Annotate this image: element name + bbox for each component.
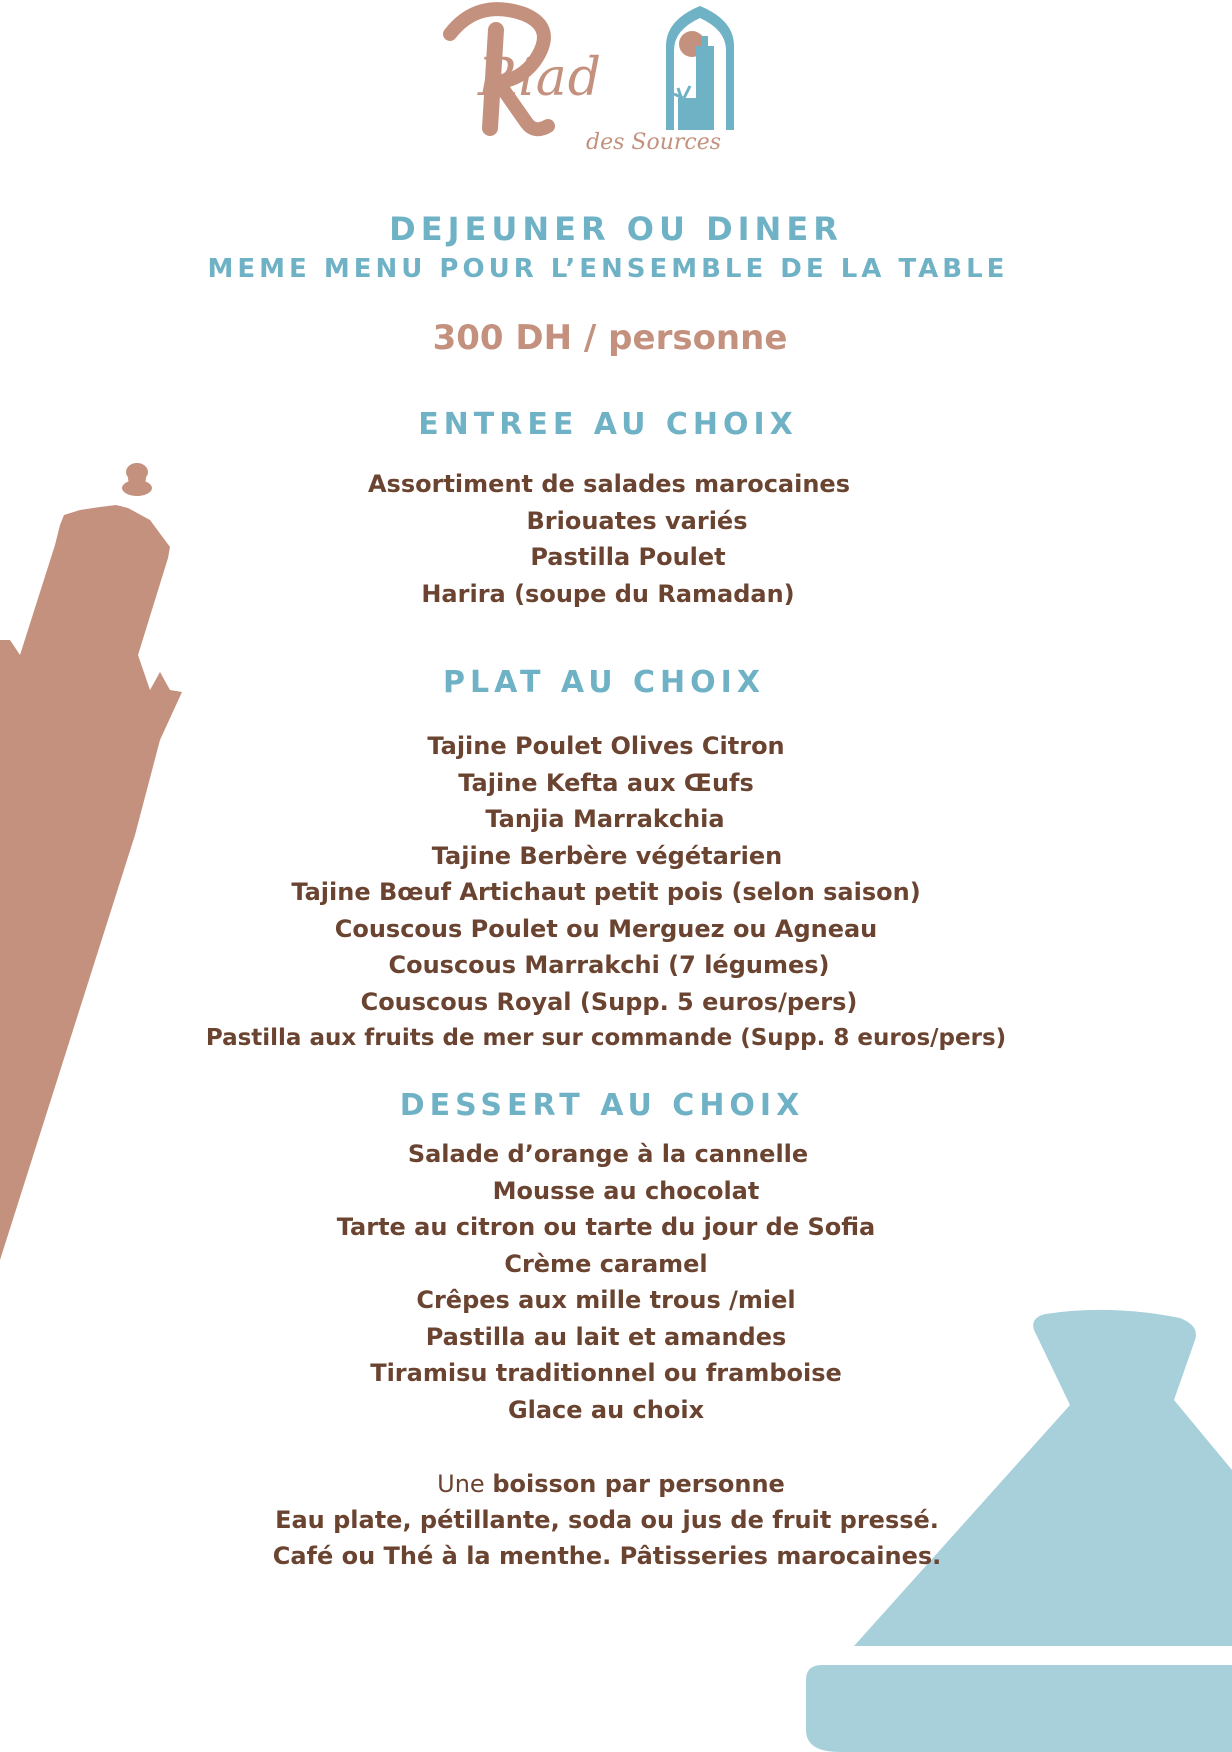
list-item: Mousse au chocolat (492, 1176, 760, 1205)
price: 300 DH / personne (432, 318, 788, 358)
drinks-line-2: Eau plate, pétillante, soda ou jus de fruit pressé. (275, 1506, 939, 1534)
list-item: Briouates variés (526, 506, 748, 535)
drinks-intro-text: Une (437, 1470, 485, 1498)
list-item: Assortiment de salades marocaines (367, 470, 850, 498)
list-item: Crème caramel (504, 1249, 708, 1278)
list-item: Pastilla au lait et amandes (425, 1322, 787, 1351)
list-item: Crêpes aux mille trous /miel (416, 1286, 796, 1314)
list-item: Tajine Bœuf Artichaut petit pois (selon saison) (291, 878, 921, 906)
list-item: Glace au choix (507, 1395, 705, 1424)
drinks-info (0, 1466, 1232, 1574)
list-item: Couscous Marrakchi (7 légumes) (388, 951, 830, 979)
brand-logo (438, 0, 748, 165)
plat-list (0, 728, 1232, 1057)
list-item: Tanjia Marrakchia (485, 805, 725, 833)
entree-list (0, 466, 1232, 612)
brand-subname: des Sources (586, 130, 722, 155)
list-item: Tarte au citron ou tarte du jour de Sofia (336, 1213, 876, 1241)
section-title-entree: ENTREE AU CHOIX (418, 407, 798, 442)
drinks-intro-bold: boisson par personne (492, 1470, 785, 1498)
list-item: Harira (soupe du Ramadan) (421, 579, 795, 608)
menu-title: DEJEUNER OU DINER (389, 210, 843, 248)
menu-subtitle: MEME MENU POUR L’ENSEMBLE DE LA TABLE (207, 254, 1009, 284)
arch-palm-logo-icon (660, 2, 740, 132)
section-title-dessert: DESSERT AU CHOIX (399, 1088, 805, 1123)
drinks-intro (0, 1466, 1232, 1502)
list-item: Couscous Poulet ou Merguez ou Agneau (334, 914, 878, 943)
drinks-line-3: Café ou Thé à la menthe. Pâtisseries marocaines. (272, 1542, 942, 1570)
list-item: Pastilla aux fruits de mer sur commande (Supp. 8 euros/pers) (205, 1025, 1007, 1051)
list-item: Tajine Kefta aux Œufs (458, 768, 754, 797)
list-item: Tiramisu traditionnel ou framboise (370, 1359, 842, 1387)
dessert-list (0, 1136, 1232, 1428)
section-title-plat: PLAT AU CHOIX (443, 665, 765, 700)
list-item: Couscous Royal (Supp. 5 euros/pers) (360, 987, 858, 1016)
brand-name: Riad (478, 48, 603, 108)
list-item: Tajine Berbère végétarien (431, 841, 783, 870)
list-item: Pastilla Poulet (530, 543, 726, 571)
list-item: Salade d’orange à la cannelle (407, 1140, 809, 1168)
list-item: Tajine Poulet Olives Citron (427, 732, 785, 760)
